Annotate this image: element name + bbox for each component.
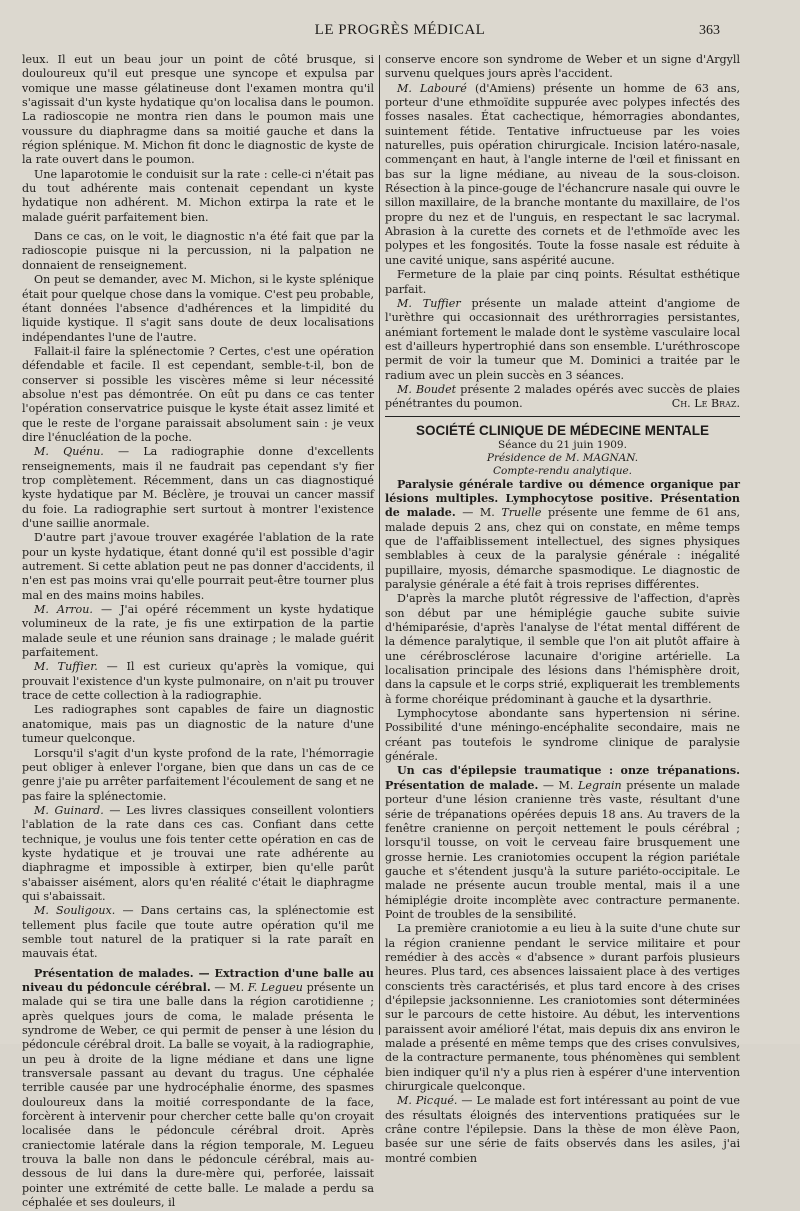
presidency: Présidence de M. MAGNAN. — [486, 451, 639, 464]
paragraph: M. Tuffier. — Il est curieux qu'après la vomique, qui prouvait l'existence d'un kyste pulmonaire, on n'ait pu trouver trace de cette collection à la radiographie. — [22, 660, 374, 703]
column-divider — [379, 55, 380, 1035]
speaker-name: F. Legueu — [247, 981, 303, 994]
speaker-name: M. Picqué. — [397, 1094, 458, 1108]
paragraph: D'autre part j'avoue trouver exagérée l'ablation de la rate pour un kyste hydatique, étant donné qu'il est possible d'agir autrement. Si cette ablation peut ne pas donner d'accidents, il n'en est pas moins vrai qu'elle pourrait peut-être tourner plus mal en des mains moins habiles. — [22, 531, 374, 602]
paragraph: Les radiographes sont capables de faire un diagnostic anatomique, mais pas un diagnostic de la nature d'une tumeur quelconque. — [22, 703, 374, 746]
paragraph: Fermeture de la plaie par cinq points. Résultat esthétique parfait. — [385, 268, 740, 296]
paragraph: M. Guinard. — Les livres classiques conseillent volontiers l'ablation de la rate dans ces cas. Confiant dans cette technique, je voulus une fois tenter cette opération en cas de kyste hydatique et je trouvai une rate adhérente au diaphragme et impossible à extirper, bien qu'elle parût s'abaisser aisément, alors qu'en réalité c'était le diaphragme qui s'abaissait. — [22, 803, 374, 903]
speaker-name: Legrain — [578, 778, 622, 792]
speaker-name: M. Guinard. — [34, 803, 104, 817]
speaker-name: M. Souligoux. — [34, 904, 116, 918]
subsection-heading: Présentation de malades. — Extraction d'une balle au niveau du pédoncule cérébral. — [22, 966, 374, 994]
speaker-name: M. Boudet — [397, 382, 457, 396]
paragraph: D'après la marche plutôt régressive de l'affection, d'après son début par une hémiplégie gauche subite suivie d'hémiparésie, d'après l'analyse de l'état mental différent de la démence paralytique, il semble que l'on ait plutôt affaire à une cérébrosclérose lacunaire d'origine artérielle. La localisation principale des lésions dans l'hémisphère droit, dans la capsule et le corps strié, expliquerait les tremblements à forme choréique prédominant à gauche et la dysarthrie. — [385, 592, 740, 706]
journal-title: LE PROGRÈS MÉDICAL — [314, 22, 486, 38]
paragraph: M. Picqué. — Le malade est fort intéressant au point de vue des résultats éloignés des interventions pratiquées sur le crâne contre l'épilepsie. Dans la thèse de mon élève Paon, basée sur une série de faits observés dans les asiles, j'ai montré combien — [385, 1094, 740, 1165]
paragraph: M. Quénu. — La radiographie donne d'excellents renseignements, mais il ne faudrait pas cependant s'y fier trop complètement. Récemment, dans un cas diagnostiqué kyste hydatique par M. Béclère, je trouvai un cancer massif du foie. La radiographie sert surtout à montrer l'existence d'une saillie anormale. — [22, 445, 374, 530]
paragraph: M. Souligoux. — Dans certains cas, la splénectomie est tellement plus facile que toute autre opération qu'il me semble tout naturel de la pratiquer si la rate paraît en mauvais état. — [22, 904, 374, 961]
paragraph: Une laparotomie le conduisit sur la rate : celle-ci n'était pas du tout adhérente mais contenait cependant un kyste hydatique non adhérent. M. Michon extirpa la rate et le malade guérit parfaitement bien. — [22, 167, 374, 224]
page-number: 363 — [699, 23, 720, 38]
paragraph: M. Labouré (d'Amiens) présente un homme de 63 ans, porteur d'une ethmoïdite suppurée avec polypes infectés des fosses nasales. État cachectique, hémorragies abondantes, suintement fétide. Tentative infructueuse par les voies naturelles, puis opération chirurgicale. Incision latéro-nasale, commençant en haut, à l'angle interne de l'œil et finissant en bas sur la ligne médiane, au niveau de la sous-cloison. Résection à la pince-gouge de l'échancrure nasale qui ouvre le sillon maxillaire, de la branche montante du maxillaire, de l'os propre du nez et de l'unguis, en respectant le sac lacrymal. Abrasion à la curette des cornets et de l'ethmoïde avec les polypes et les fongosités. Toute la fosse nasale est réduite à une cavité unique, sans aspérité aucune. — [385, 81, 740, 267]
speaker-name: M. Labouré — [397, 81, 467, 95]
paragraph: M. Boudet présente 2 malades opérés avec succès de plaies pénétrantes du poumon. Ch. Le Braz. — [385, 382, 740, 411]
speaker-name: M. Tuffier — [397, 296, 461, 310]
paragraph: Dans ce cas, on le voit, le diagnostic n'a été fait que par la radioscopie puisque ni la percussion, ni la palpation ne donnaient de renseignement. — [22, 230, 374, 272]
running-header — [0, 22, 800, 46]
author-signature: Ch. Le Braz. — [671, 397, 740, 411]
subsection-heading: Un cas d'épilepsie traumatique : onze trépanations. Présentation de malade. — [385, 764, 740, 792]
paragraph: Lymphocytose abondante sans hypertension ni sérine. Possibilité d'une méningo-encéphalite secondaire, mais ne créant pas toutefois le syndrome clinique de paralysie générale. — [385, 707, 740, 764]
right-column — [385, 53, 740, 1166]
paragraph: La première craniotomie a eu lieu à la suite d'une chute sur la région cranienne pendant le service militaire et pour remédier à des accès « d'absence » durant parfois plusieurs heures. Plus tard, ces absences laissaient place à des vertiges conscients très caractérisés, et plus tard encore à des crises d'épilepsie jacksonnienne. Les craniotomies sont déterminées sur le parcours de cette histoire. Au début, les interventions paraissent avoir amélioré l'état, mais depuis dix ans environ le malade a présenté en même temps que des crises convulsives, de la contracture permanente, tous phénomènes qui semblent bien indiquer qu'il n'y a plus rien à espérer d'une intervention chirurgicale quelconque. — [385, 922, 740, 1094]
report-label: Compte-rendu analytique. — [492, 464, 633, 477]
speaker-name: M. Quénu. — [34, 445, 104, 459]
speaker-name: M. Arrou. — [34, 603, 93, 617]
paragraph: Fallait-il faire la splénectomie ? Certes, c'est une opération défendable et facile. Il est cependant, semble-t-il, bon de conserver si possible les viscères même si leur nécessité absolue n'est pas démontrée. On eût pu dans ce cas tenter l'opération conservatrice puisque le kyste était assez limité et que le reste de l'organe paraissait absolument sain : je veux dire l'énucléation de la poche. — [22, 344, 374, 444]
paragraph: On peut se demander, avec M. Michon, si le kyste splénique était pour quelque chose dans la vomique. C'est peu probable, étant données l'absence d'adhérences et la limpidité du liquide kystique. Il s'agit sans doute de deux localisations indépendantes l'une de l'autre. — [22, 273, 374, 344]
speaker-name: Truelle — [501, 506, 542, 520]
speaker-name: M. Tuffier. — [34, 660, 98, 674]
paragraph: M. Arrou. — J'ai opéré récemment un kyste hydatique volumineux de la rate, je fis une extirpation de la partie malade seule et une réunion sans drainage ; le malade guérit parfaitement. — [22, 603, 374, 660]
left-column — [22, 53, 374, 1211]
paragraph: conserve encore son syndrome de Weber et un signe d'Argyll survenu quelques jours après l'accident. — [385, 53, 740, 81]
paragraph: Un cas d'épilepsie traumatique : onze trépanations. Présentation de malade. — M. Legrain présente un malade porteur d'une lésion cranienne très vaste, résultant d'une série de trépanations opérées depuis 18 ans. Au travers de la fenêtre cranienne on perçoit nettement le pouls cérébral ; lorsqu'il tousse, on voit le cerveau faire brusquement une grosse hernie. Les craniotomies occupent la région pariétale gauche et s'étendent jusqu'à la suture pariéto-occipitale. Le malade ne présente aucun trouble mental, mais il a une hémiplégie droite incomplète avec contracture permanente. Point de troubles de la sensibilité. — [385, 764, 740, 921]
paragraph: Présentation de malades. — Extraction d'une balle au niveau du pédoncule cérébral. — M. F. Legueu présente un malade qui se tira une balle dans la région carotidienne ; après quelques jours de coma, le malade présenta le syndrome de Weber, ce qui permit de penser à une lésion du pédoncule cérébral droit. La balle se voyait, à la radiographie, un peu à droite de la ligne médiane et dans une ligne transversale passant au devant du tragus. Une céphalée terrible causée par une hydrocéphalie énorme, des spasmes douloureux dans la moitié correspondante de la face, forcèrent à intervenir pour chercher cette balle qu'on croyait localisée dans le pédoncule cérébral droit. Après craniectomie latérale dans la région temporale, M. Legueu trouva la balle non dans le pédoncule cérébral, mais au-dessous de lui dans la dure-mère qui, perforée, laissait pointer une extrémité de cette balle. Le malade a perdu sa céphalée et ses douleurs, il — [22, 966, 374, 1210]
subsection-heading: Paralysie générale tardive ou démence organique par lésions multiples. Lymphocytose positive. Présentation de malade. — [385, 477, 740, 520]
paragraph: M. Tuffier présente un malade atteint d'angiome de l'urèthre qui occasionnait des uréthrorragies persistantes, anémiant fortement le malade dont le système vasculaire local est d'ailleurs hypertrophié dans son ensemble. L'uréthroscope permit de voir la tumeur que M. Dominici a traitée par le radium avec un plein succès en 3 séances. — [385, 296, 740, 382]
paragraph: Paralysie générale tardive ou démence organique par lésions multiples. Lymphocytose positive. Présentation de malade. — M. Truelle présente une femme de 61 ans, malade depuis 2 ans, chez qui on constate, en même temps que de l'affaiblissement intellectuel, des signes physiques semblables à ceux de la paralysie générale : inégalité pupillaire, myosis, démarche spasmodique. Le diagnostic de paralysie générale a été fait à trois reprises différentes. — [385, 477, 740, 591]
paragraph: leux. Il eut un beau jour un point de côté brusque, si douloureux qu'il eut presque une syncope et expulsa par vomique une masse gélatineuse dont l'examen montra qu'il s'agissait d'un kyste hydatique qu'on localisa dans le poumon. La radioscopie ne montra rien dans le poumon mais une voussure du diaphragme dans sa moitié gauche et dans la région splénique. M. Michon fit donc le diagnostic de kyste de la rate ouvert dans le poumon. — [22, 53, 374, 167]
paragraph: Lorsqu'il s'agit d'un kyste profond de la rate, l'hémorragie peut obliger à enlever l'organe, bien que dans un cas de ce genre j'aie pu arrêter parfaitement l'écoulement de sang et ne pas faire la splénectomie. — [22, 746, 374, 803]
session-date: Séance du 21 juin 1909. — [498, 438, 627, 451]
section-title: SOCIÉTÉ CLINIQUE DE MÉDECINE MENTALE — [385, 416, 740, 439]
